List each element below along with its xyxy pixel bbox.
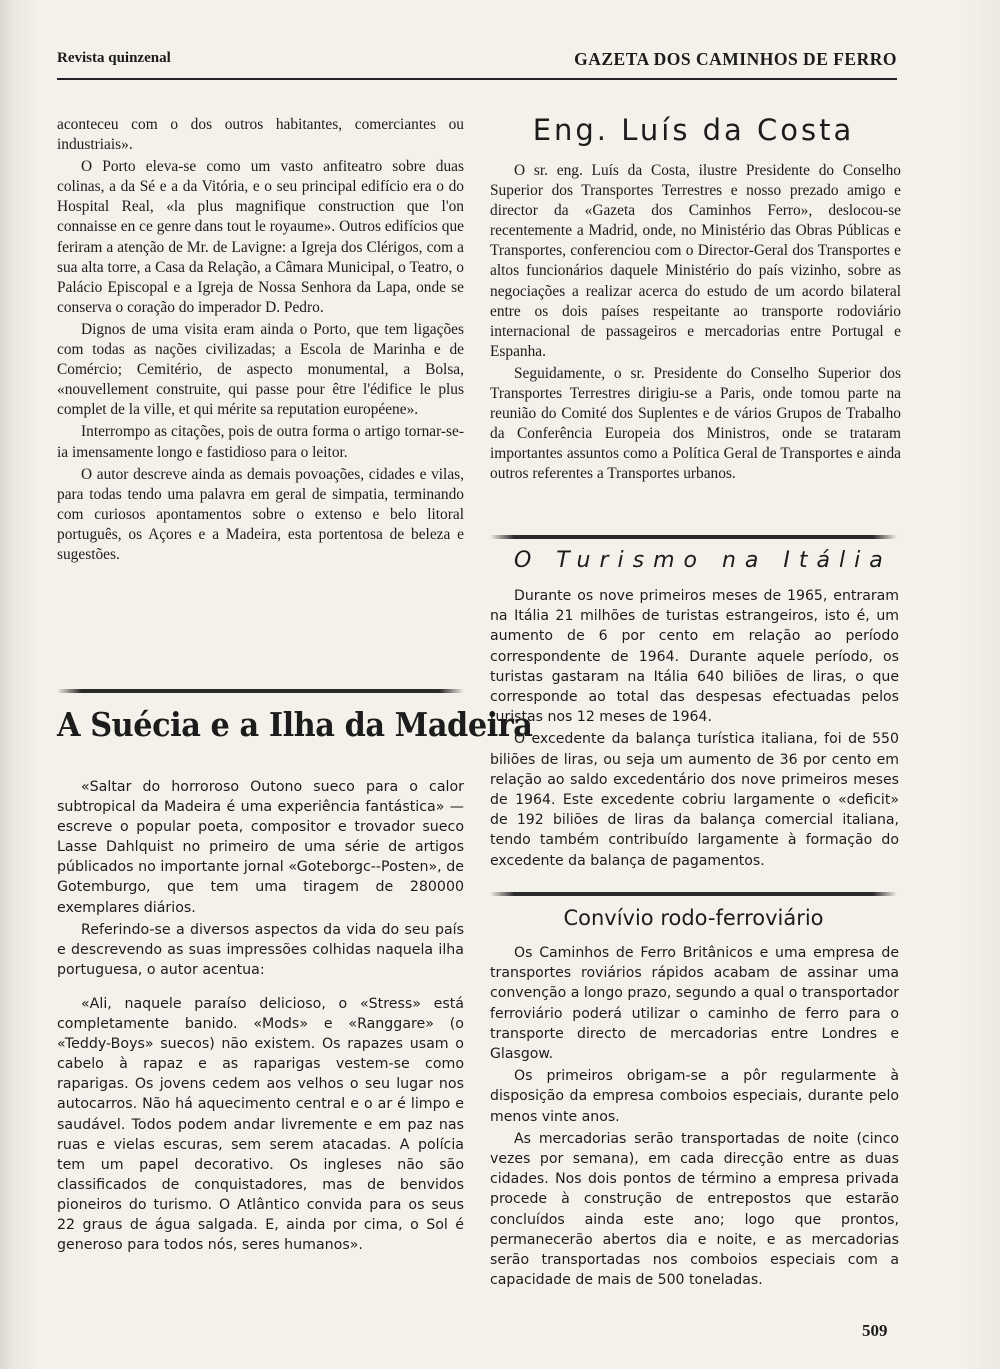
header-rule	[57, 78, 897, 80]
paragraph: O excedente da balança turística italiana, foi de 550 biliões de liras, ou seja um aumento de 36 por cento em relação ao saldo excedentário dos nove primeiros meses de 1964. Este excedente cobriu largamente o «deficit» de 192 biliões de liras da balança comercial italiana, tendo também contribuído largamente à formação do excedente da balança de pagamentos.	[490, 731, 899, 869]
paragraph: Durante os nove primeiros meses de 1965, entraram na Itália 21 milhões de turistas estrangeiros, isto é, um aumento de 6 por cento em relação ao período correspondente de 1964. Durante aquele período, os turistas gastaram na Itália 640 biliões de liras, o que corresponde ao total das despesas efectuadas pelos turistas nos 12 meses de 1964.	[490, 588, 899, 726]
running-head	[57, 50, 897, 72]
page-number: 509	[862, 1321, 888, 1340]
section-divider	[57, 689, 464, 693]
paragraph: As mercadorias serão transportadas de noite (cinco vezes por semana), em cada direcção entre as duas cidades. Nos dois pontos de término a empresa privada procede à construção de entrepostos que estarão concluídos ainda este ano; logo que prontos, permanecerão abertos dia e noite, e as mercadorias serão transportadas nos comboios especiais com a capacidade de mais de 500 toneladas.	[490, 1130, 899, 1289]
article-title-suecia: A Suécia e a Ilha da Madeira	[57, 705, 533, 744]
paragraph: Os Caminhos de Ferro Britânicos e uma empresa de transportes roviários rápidos acabam de assinar uma convenção a longo prazo, segundo a qual o transportador ferroviário poderá utilizar o caminho de ferro para o transporte directo de mercadorias entre Londres e Glasgow.	[490, 945, 899, 1063]
section-divider	[490, 535, 897, 539]
article-continuation	[57, 115, 464, 565]
paragraph: «Saltar do horroroso Outono sueco para o calor subtropical da Madeira é uma experiência fantástica» —escreve o popular poeta, compositor e trovador sueco Lasse Dahlquist no primeiro de uma série de artigos públicados no importante jornal «Goteborgc--Posten», de Gotemburgo, que tem uma tiragem de 280000 exemplares diários.	[57, 779, 464, 916]
paragraph: Os primeiros obrigam-se a pôr regularmente à disposição da empresa comboios especiais, durante pelo menos vinte anos.	[490, 1068, 899, 1125]
article-convivio	[490, 943, 899, 1290]
paragraph: O autor descreve ainda as demais povoações, cidades e vilas, para todas tendo uma palavra em geral de simpatia, terminando com curiosos apontamentos sobre o extenso e belo litoral português, os Açores e a Madeira, esta portentosa de beleza e sugestões.	[57, 465, 464, 563]
running-head-left: Revista quinzenal	[57, 50, 171, 66]
paragraph: Seguidamente, o sr. Presidente do Conselho Superior dos Transportes Terrestres dirigiu-se a Paris, onde tomou parte na reunião do Comité dos Suplentes e de vários Grupos de Trabalho da Conferência Europeia dos Ministros, onde se trataram importantes assuntos como a Política Geral de Transportes e ainda outros referentes a Transportes urbanos.	[490, 364, 901, 483]
running-head-right: GAZETA DOS CAMINHOS DE FERRO	[574, 49, 897, 69]
article-turismo	[490, 586, 899, 871]
section-divider	[490, 892, 897, 896]
paragraph: Dignos de uma visita eram ainda o Porto, que tem ligações com todas as nações civilizadas; a Escola de Marinha e de Comércio; Cemitério, de aspecto monumental, a Bolsa, «nouvellement construite, qui passe pour être l'édifice le plus complet de la ville, et qui mérite sa reputation européene».	[57, 320, 464, 419]
paragraph: Referindo-se a diversos aspectos da vida do seu país e descrevendo as suas impressões colhidas naquela ilha portuguesa, o autor acentua:	[57, 921, 464, 978]
paragraph: O sr. eng. Luís da Costa, ilustre Presidente do Conselho Superior dos Transportes Terrestres e nosso prezado amigo e director da «Gazeta dos Caminhos Ferro», deslocou-se recentemente a Madrid, onde, no Ministério das Obras Públicas e Transportes, conferenciou com o Director-Geral dos Transportes e altos funcionários daquele Ministério do país vizinho, sobre as negociações a realizar acerca do estudo de um acordo bilateral entre os dois países respeitante ao transporte rodoviário internacional de passageiros e mercadorias entre Portugal e Espanha.	[490, 162, 901, 360]
article-suecia	[57, 777, 464, 1255]
article-title-convivio: Convívio rodo-ferroviário	[563, 906, 824, 930]
article-title-eng: Eng. Luís da Costa	[532, 113, 855, 147]
article-title-turismo: O Turismo na Itália	[514, 548, 892, 573]
paragraph: aconteceu com o dos outros habitantes, comerciantes ou industriais».	[57, 116, 464, 154]
paragraph: O Porto eleva-se como um vasto anfiteatro sobre duas colinas, a da Sé e a da Vitória, e o seu principal edifício era o do Hospital Real, «la plus magnifique construction que l'on connaisse en ce genre dans tout le royaume». Outros edifícios que feriram a atenção de Mr. de Lavigne: a Igreja dos Clérigos, com a sua alta torre, a Casa da Relação, a Câmara Municipal, o Teatro, o Palácio Episcopal e a Igreja de Nossa Senhora da Lapa, onde se conserva o coração do imperador D. Pedro.	[57, 158, 464, 316]
article-eng	[490, 161, 901, 485]
paragraph: «Ali, naquele paraíso delicioso, o «Stress» está completamente banido. «Mods» e «Ranggare» (o «Teddy-Boys» suecos) não existem. Os rapazes usam o cabelo à rapaz e as raparigas vestem-se como raparigas. Os jovens cedem aos velhos o seu lugar nos autocarros. Não há aquecimento central e o ar é limpo e saudável. Todos podem andar livremente e em paz nas ruas e vielas escuras, sem serem atacadas. A polícia tem um papel decorativo. Os ingleses não são classificados de conquistadores, mas de benvidos pioneiros do turismo. O Atlântico convida para os seus 22 graus de água salgada. E, ainda por cima, o Sol é generoso para todos nós, seres humanos».	[57, 995, 464, 1254]
paragraph: Interrompo as citações, pois de outra forma o artigo tornar-se-ia imensamente longo e fastidioso para o leitor.	[57, 423, 464, 461]
